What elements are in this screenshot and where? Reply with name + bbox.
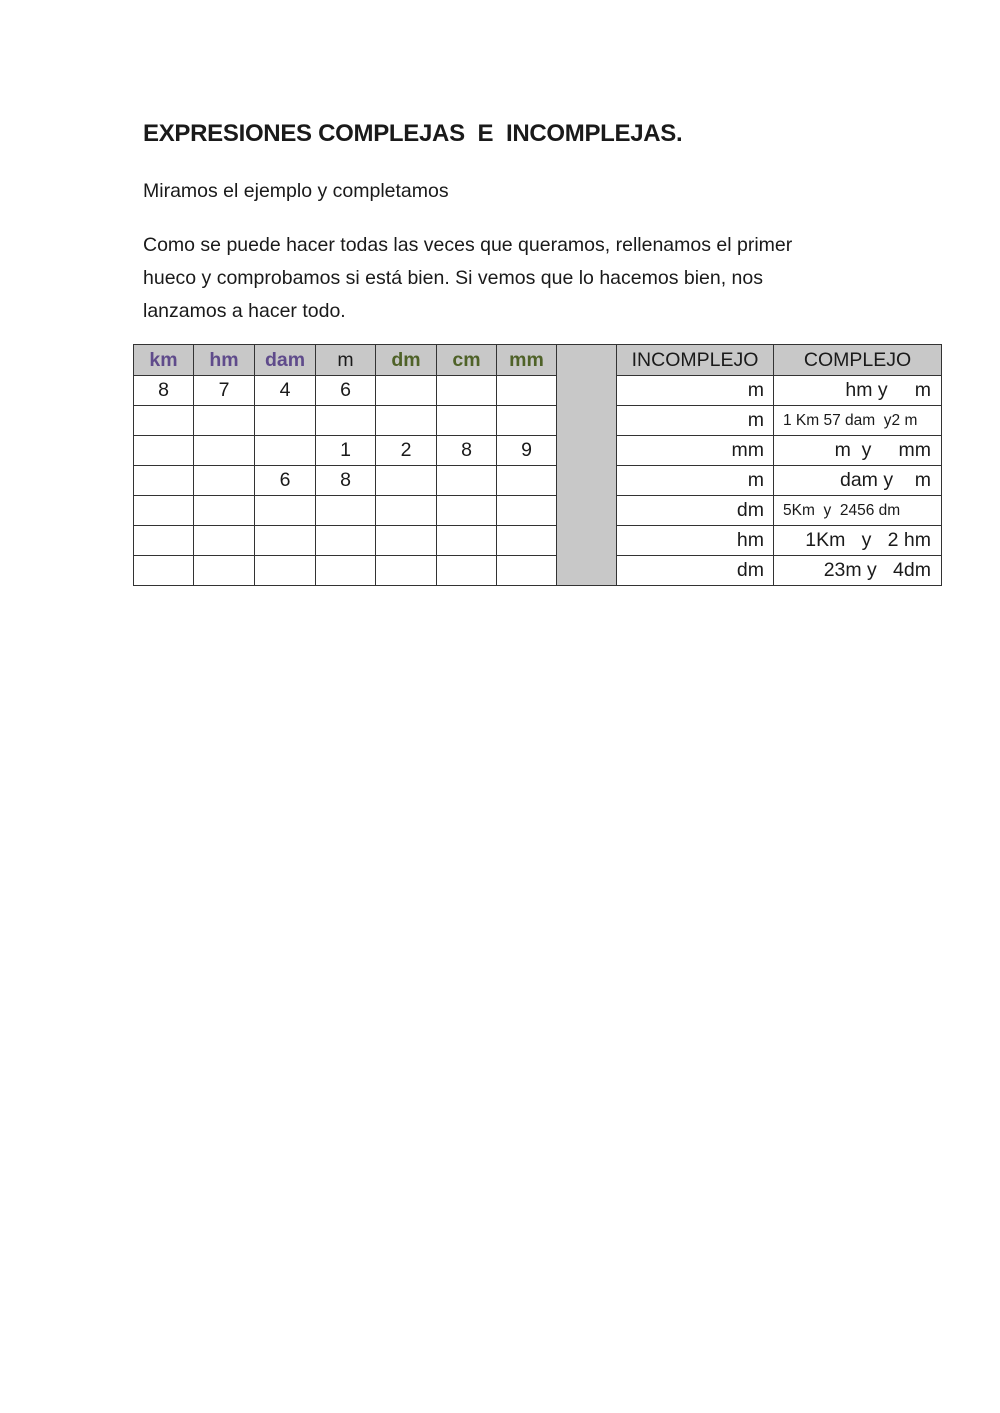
digit-cell[interactable] <box>255 556 316 586</box>
table-header-row <box>134 345 942 376</box>
digit-cell[interactable] <box>497 406 557 436</box>
incomplejo-cell[interactable]: mm <box>617 436 774 466</box>
digit-cell[interactable]: 7 <box>194 376 255 406</box>
digit-cell[interactable]: 8 <box>437 436 497 466</box>
incomplejo-cell[interactable]: m <box>617 376 774 406</box>
table-row <box>134 466 942 496</box>
digit-cell[interactable] <box>134 496 194 526</box>
digit-cell[interactable] <box>437 556 497 586</box>
digit-cell[interactable]: 8 <box>134 376 194 406</box>
digit-cell[interactable]: 4 <box>255 376 316 406</box>
paragraph-line: hueco y comprobamos si está bien. Si vemos que lo hacemos bien, nos <box>143 267 764 289</box>
digit-cell[interactable]: 2 <box>376 436 437 466</box>
digit-cell[interactable] <box>376 406 437 436</box>
digit-cell[interactable] <box>497 496 557 526</box>
header-hm: hm <box>194 345 255 376</box>
header-dm: dm <box>376 345 437 376</box>
instructions-subtitle: Miramos el ejemplo y completamos <box>143 180 449 202</box>
table-row <box>134 526 942 556</box>
digit-cell[interactable]: 1 <box>316 436 376 466</box>
digit-cell[interactable] <box>134 466 194 496</box>
digit-cell[interactable] <box>376 376 437 406</box>
digit-cell[interactable] <box>194 556 255 586</box>
digit-cell[interactable] <box>437 466 497 496</box>
complejo-cell[interactable]: dam y m <box>774 466 942 496</box>
digit-cell[interactable] <box>194 526 255 556</box>
table-row <box>134 496 942 526</box>
digit-cell[interactable] <box>376 496 437 526</box>
units-conversion-table <box>133 344 942 586</box>
header-m: m <box>316 345 376 376</box>
header-complejo: COMPLEJO <box>774 345 942 376</box>
digit-cell[interactable] <box>194 496 255 526</box>
table-row <box>134 556 942 586</box>
header-cm: cm <box>437 345 497 376</box>
instructions-paragraph <box>143 229 873 328</box>
complejo-cell[interactable]: 23m y 4dm <box>774 556 942 586</box>
digit-cell[interactable] <box>255 436 316 466</box>
digit-cell[interactable] <box>376 466 437 496</box>
paragraph-line: Como se puede hacer todas las veces que queramos, rellenamos el primer <box>143 234 793 256</box>
digit-cell[interactable]: 6 <box>255 466 316 496</box>
header-km: km <box>134 345 194 376</box>
complejo-cell[interactable]: 5Km y 2456 dm <box>774 496 942 526</box>
digit-cell[interactable] <box>437 406 497 436</box>
digit-cell[interactable] <box>316 496 376 526</box>
complejo-cell[interactable]: m y mm <box>774 436 942 466</box>
table-row <box>134 406 942 436</box>
table-row <box>134 376 942 406</box>
digit-cell[interactable] <box>316 526 376 556</box>
digit-cell[interactable] <box>255 406 316 436</box>
digit-cell[interactable] <box>497 556 557 586</box>
complejo-cell[interactable]: 1 Km 57 dam y2 m <box>774 406 942 436</box>
incomplejo-cell[interactable]: m <box>617 406 774 436</box>
digit-cell[interactable] <box>316 406 376 436</box>
digit-cell[interactable] <box>437 526 497 556</box>
incomplejo-cell[interactable]: dm <box>617 556 774 586</box>
digit-cell[interactable]: 9 <box>497 436 557 466</box>
digit-cell[interactable] <box>316 556 376 586</box>
digit-cell[interactable] <box>255 526 316 556</box>
complejo-cell[interactable]: 1Km y 2 hm <box>774 526 942 556</box>
digit-cell[interactable] <box>194 406 255 436</box>
digit-cell[interactable] <box>194 466 255 496</box>
complejo-cell[interactable]: hm y m <box>774 376 942 406</box>
digit-cell[interactable] <box>134 406 194 436</box>
digit-cell[interactable] <box>497 466 557 496</box>
incomplejo-cell[interactable]: dm <box>617 496 774 526</box>
digit-cell[interactable] <box>194 436 255 466</box>
header-mm: mm <box>497 345 557 376</box>
digit-cell[interactable] <box>437 376 497 406</box>
digit-cell[interactable]: 8 <box>316 466 376 496</box>
digit-cell[interactable] <box>437 496 497 526</box>
incomplejo-cell[interactable]: hm <box>617 526 774 556</box>
separator-column <box>557 345 617 586</box>
digit-cell[interactable] <box>497 526 557 556</box>
digit-cell[interactable] <box>134 436 194 466</box>
digit-cell[interactable] <box>376 526 437 556</box>
header-dam: dam <box>255 345 316 376</box>
digit-cell[interactable]: 6 <box>316 376 376 406</box>
digit-cell[interactable] <box>497 376 557 406</box>
digit-cell[interactable] <box>376 556 437 586</box>
page-title: EXPRESIONES COMPLEJAS E INCOMPLEJAS. <box>143 120 683 147</box>
header-incomplejo: INCOMPLEJO <box>617 345 774 376</box>
digit-cell[interactable] <box>255 496 316 526</box>
digit-cell[interactable] <box>134 526 194 556</box>
table-row <box>134 436 942 466</box>
paragraph-line: lanzamos a hacer todo. <box>143 300 346 322</box>
digit-cell[interactable] <box>134 556 194 586</box>
incomplejo-cell[interactable]: m <box>617 466 774 496</box>
